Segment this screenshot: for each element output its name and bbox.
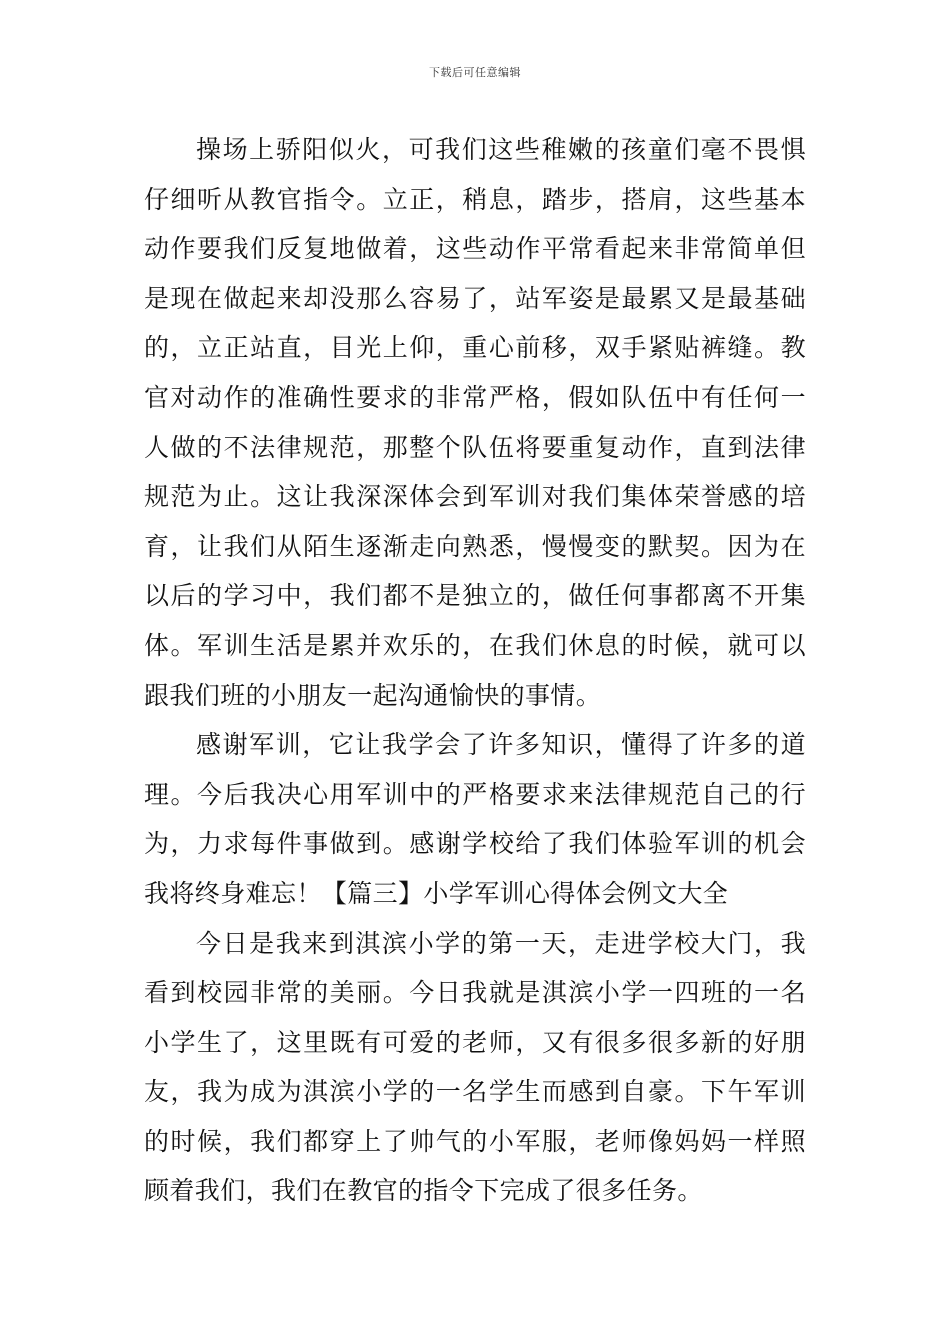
- header-note: 下载后可任意编辑: [429, 66, 521, 79]
- paragraph-1-line: 育，让我们从陌生逐渐走向熟悉，慢慢变的默契。因为在: [144, 531, 806, 561]
- paragraph-3-line: 的时候，我们都穿上了帅气的小军服，老师像妈妈一样照: [144, 1126, 806, 1156]
- paragraph-3-line: 看到校园非常的美丽。今日我就是淇滨小学一四班的一名: [144, 978, 806, 1008]
- paragraph-1-line: 官对动作的准确性要求的非常严格，假如队伍中有任何一: [144, 382, 806, 412]
- paragraph-1-line: 人做的不法律规范，那整个队伍将要重复动作，直到法律: [144, 432, 806, 462]
- paragraph-1-line: 跟我们班的小朋友一起沟通愉快的事情。: [144, 680, 602, 710]
- paragraph-2-line: 为，力求每件事做到。感谢学校给了我们体验军训的机会: [144, 829, 806, 859]
- paragraph-3-line: 今日是我来到淇滨小学的第一天，走进学校大门，我: [196, 928, 806, 958]
- paragraph-3-line: 友，我为成为淇滨小学的一名学生而感到自豪。下午军训: [144, 1077, 806, 1107]
- paragraph-2-line: 我将终身难忘！【篇三】小学军训心得体会例文大全: [144, 878, 729, 908]
- paragraph-2-line: 感谢军训，它让我学会了许多知识，懂得了许多的道: [196, 730, 806, 760]
- paragraph-1-line: 体。军训生活是累并欢乐的，在我们休息的时候，就可以: [144, 630, 806, 660]
- paragraph-1-line: 的，立正站直，目光上仰，重心前移，双手紧贴裤缝。教: [144, 333, 806, 363]
- paragraph-2-line: 理。今后我决心用军训中的严格要求来法律规范自己的行: [144, 779, 806, 809]
- paragraph-1-line: 是现在做起来却没那么容易了，站军姿是最累又是最基础: [144, 283, 806, 313]
- paragraph-1-line: 动作要我们反复地做着，这些动作平常看起来非常简单但: [144, 234, 806, 264]
- paragraph-1-line: 规范为止。这让我深深体会到军训对我们集体荣誉感的培: [144, 482, 806, 512]
- paragraph-3-line: 小学生了，这里既有可爱的老师，又有很多很多新的好朋: [144, 1027, 806, 1057]
- paragraph-1-line: 以后的学习中，我们都不是独立的，做任何事都离不开集: [144, 581, 806, 611]
- paragraph-1-line: 仔细听从教官指令。立正，稍息，踏步，搭肩，这些基本: [144, 184, 806, 214]
- body-text: [144, 125, 806, 1216]
- paragraph-1-line: 操场上骄阳似火，可我们这些稚嫩的孩童们毫不畏惧: [196, 135, 806, 164]
- paragraph-3-line: 顾着我们，我们在教官的指令下完成了很多任务。: [144, 1176, 703, 1206]
